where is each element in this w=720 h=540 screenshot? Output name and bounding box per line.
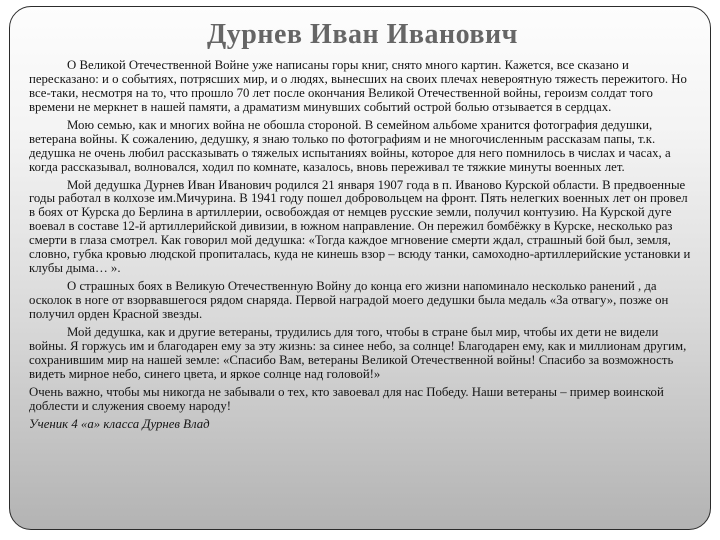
paragraph-gratitude: Мой дедушка, как и другие ветераны, трудились для того, чтобы в стране был мир, чтобы их дети не видели войны. Я горжусь им и благодарен ему за эту жизнь: за синее небо, за солнце! Благодарен ему, как и миллионам другим, сохранившим мир на нашей земле: «Спасибо Вам, ветераны Великой Отечественной войны! Спасибо за возможность видеть мирное небо, синего цвета, и яркое солнце над головой!» [29,324,687,381]
paragraph-awards: О страшных боях в Великую Отечественную Войну до конца его жизни напоминало несколько ранений , да осколок в ноге от взорвавшегося рядом снаряда. Первой наградой моего дедушки была медаль «За отвагу», позже он получил орден Красной звезды. [29,279,669,321]
paragraph-intro: О Великой Отечественной Войне уже написаны горы книг, снято много картин. Кажется, все сказано и пересказано: и о событиях, потрясших мир, и о людях, вынесших на своих плечах невероятную тяжесть пережитого. Но все-таки, несмотря на то, что прошло 70 лет после окончания Великой Отечественной войны, героизм солдат того времени не меркнет в нашей памяти, а драматизм минувших событий острой болью отзывается в сердцах. [29,58,687,114]
signature: Ученик 4 «а» класса Дурнев Влад [29,416,210,431]
paragraph-biography: Мой дедушка Дурнев Иван Иванович родился 21 января 1907 года в п. Иваново Курской области. В предвоенные годы работал в колхозе им.Мичурина. В 1941 году пошел добровольцем на фронт. Пять нелегких военных лет он провел в боях от Курска до Берлина в артиллерии, освобождая от немцев русские земли, получил контузию. На Курской дуге воевал в составе 12-й артиллерийской дивизии, в южном направление. Он пережил бомбёжку в Курске, несколько раз смерти в глаза смотрел. Как говорил мой дедушка: «Тогда каждое мгновение смерти ждал, страшный бой был, земля, словно, губка кровью людской пропиталась, куда не кинешь взор – всюду танки, самоходно-артиллерийские установки и клубы дыма… ». [29,177,691,276]
paragraph-family: Мою семью, как и многих война не обошла стороной. В семейном альбоме хранится фотография дедушки, ветерана войны. К сожалению, дедушку, я знаю только по фотографиям и не многочисленным рассказам папы, т.к. дедушка не очень любил рассказывать о тяжелых испытаниях войны, которое для него помнилось в числах и часах, а когда рассказывал, волновался, ходил по комнате, казалось, вновь переживал те тяжкие минуты военных лет. [29,117,671,174]
page-title: Дурнев Иван Иванович [207,19,518,50]
paragraph-conclusion: Очень важно, чтобы мы никогда не забывали о тех, кто завоевал для нас Победу. Наши ветераны – пример воинской доблести и служения своему народу! [29,384,664,413]
slide-content [10,7,710,431]
slide-card [9,6,711,530]
body-text [29,59,696,431]
